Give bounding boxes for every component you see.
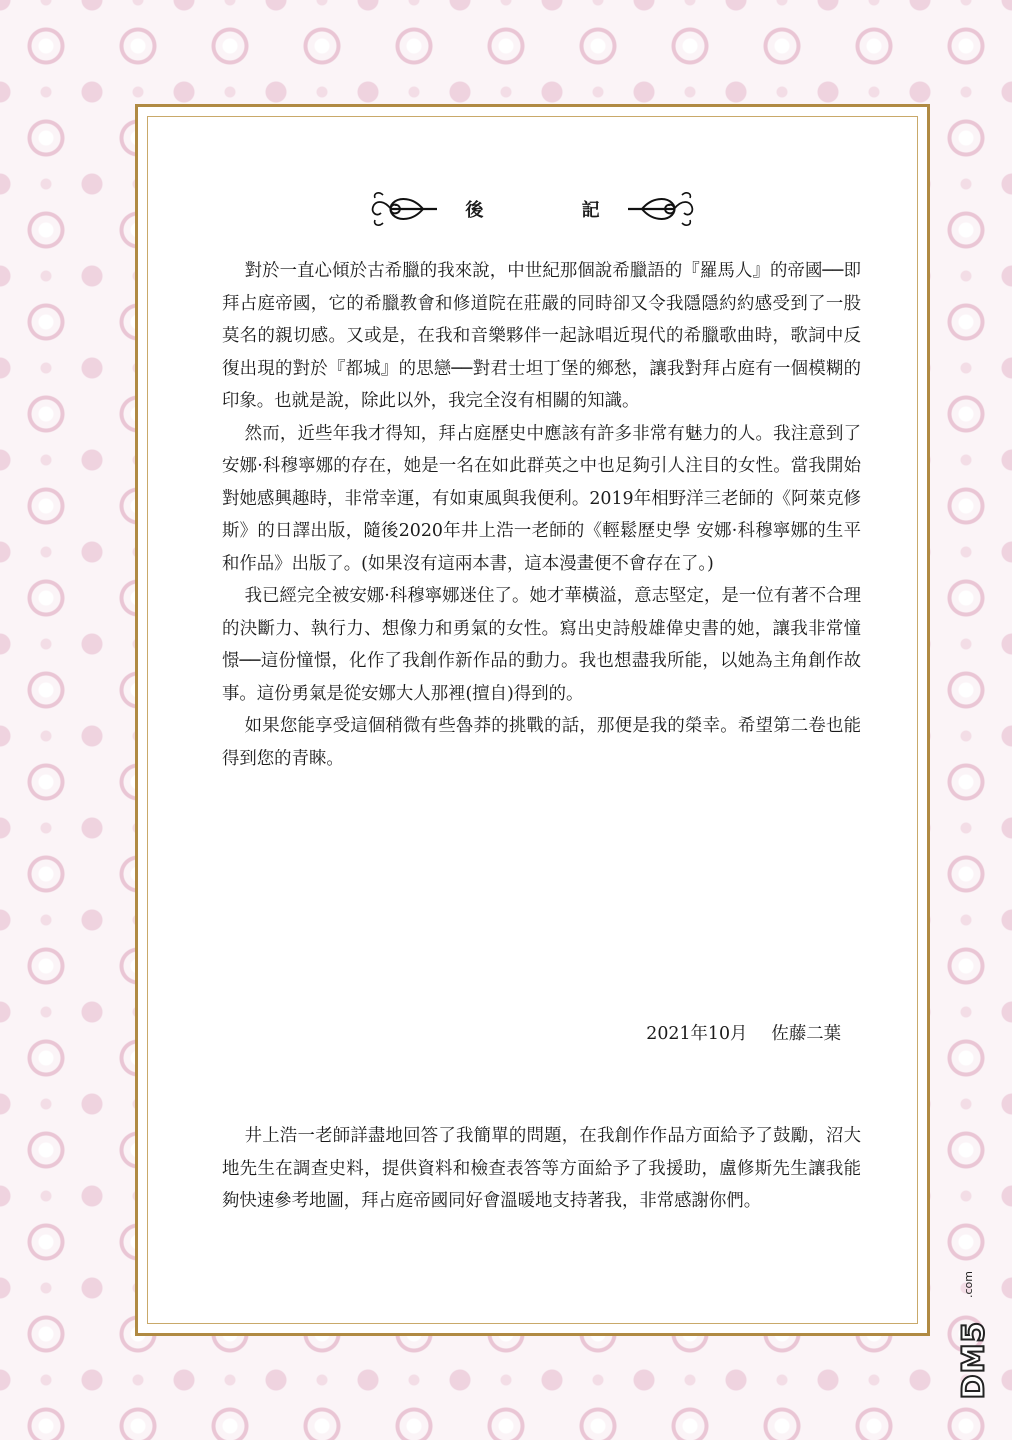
afterword-body (222, 255, 861, 775)
acknowledgement (222, 1120, 861, 1218)
signature (646, 1019, 841, 1044)
paragraph-2: 然而，近些年我才得知，拜占庭歷史中應該有許多非常有魅力的人。我注意到了安娜·科穆寧娜的存在，她是一名在如此群英之中也足夠引人注目的女性。當我開始對她感興趣時，非常幸運，有如東風與我便利。2019年相野洋三老師的《阿萊克修斯》的日譯出版，隨後2020年井上浩一老師的《輕鬆歷史學 安娜·科穆寧娜的生平和作品》出版了。(如果沒有這兩本書，這本漫畫便不會存在了。) (222, 423, 861, 574)
acknowledgement-text: 井上浩一老師詳盡地回答了我簡單的問題，在我創作作品方面給予了鼓勵，沼大地先生在調查史料，提供資料和檢查表答等方面給予了我援助，盧修斯先生讓我能夠快速參考地圖，拜占庭帝國同好會溫暖地支持著我，非常感謝你們。 (222, 1126, 861, 1211)
flourish-left-icon (369, 189, 439, 229)
page-frame (135, 104, 930, 1336)
paragraph-4: 如果您能享受這個稍微有些魯莽的挑戰的話，那便是我的榮幸。希望第二卷也能得到您的青睞。 (222, 716, 861, 769)
site-watermark (950, 1271, 1000, 1430)
watermark-logo: DM5 (956, 1320, 992, 1400)
watermark-suffix: .com (962, 1271, 975, 1298)
signature-date: 2021年10月 (646, 1024, 748, 1044)
page-title: 後 記 (465, 200, 646, 221)
heading (138, 181, 927, 237)
flourish-right-icon (626, 189, 696, 229)
paragraph-3: 我已經完全被安娜·科穆寧娜迷住了。她才華橫溢，意志堅定，是一位有著不合理的決斷力、執行力、想像力和勇氣的女性。寫出史詩般雄偉史書的她，讓我非常憧憬──這份憧憬，化作了我創作新作品的動力。我也想盡我所能，以她為主角創作故事。這份勇氣是從安娜大人那裡(擅自)得到的。 (222, 586, 861, 704)
paragraph-1: 對於一直心傾於古希臘的我來說，中世紀那個說希臘語的『羅馬人』的帝國──即拜占庭帝國，它的希臘教會和修道院在莊嚴的同時卻又令我隱隱約約感受到了一股莫名的親切感。又或是，在我和音樂夥伴一起詠唱近現代的希臘歌曲時，歌詞中反復出現的對於『都城』的思戀──對君士坦丁堡的鄉愁，讓我對拜占庭有一個模糊的印象。也就是說，除此以外，我完全沒有相關的知識。 (222, 261, 861, 411)
signature-author: 佐藤二葉 (771, 1024, 841, 1044)
